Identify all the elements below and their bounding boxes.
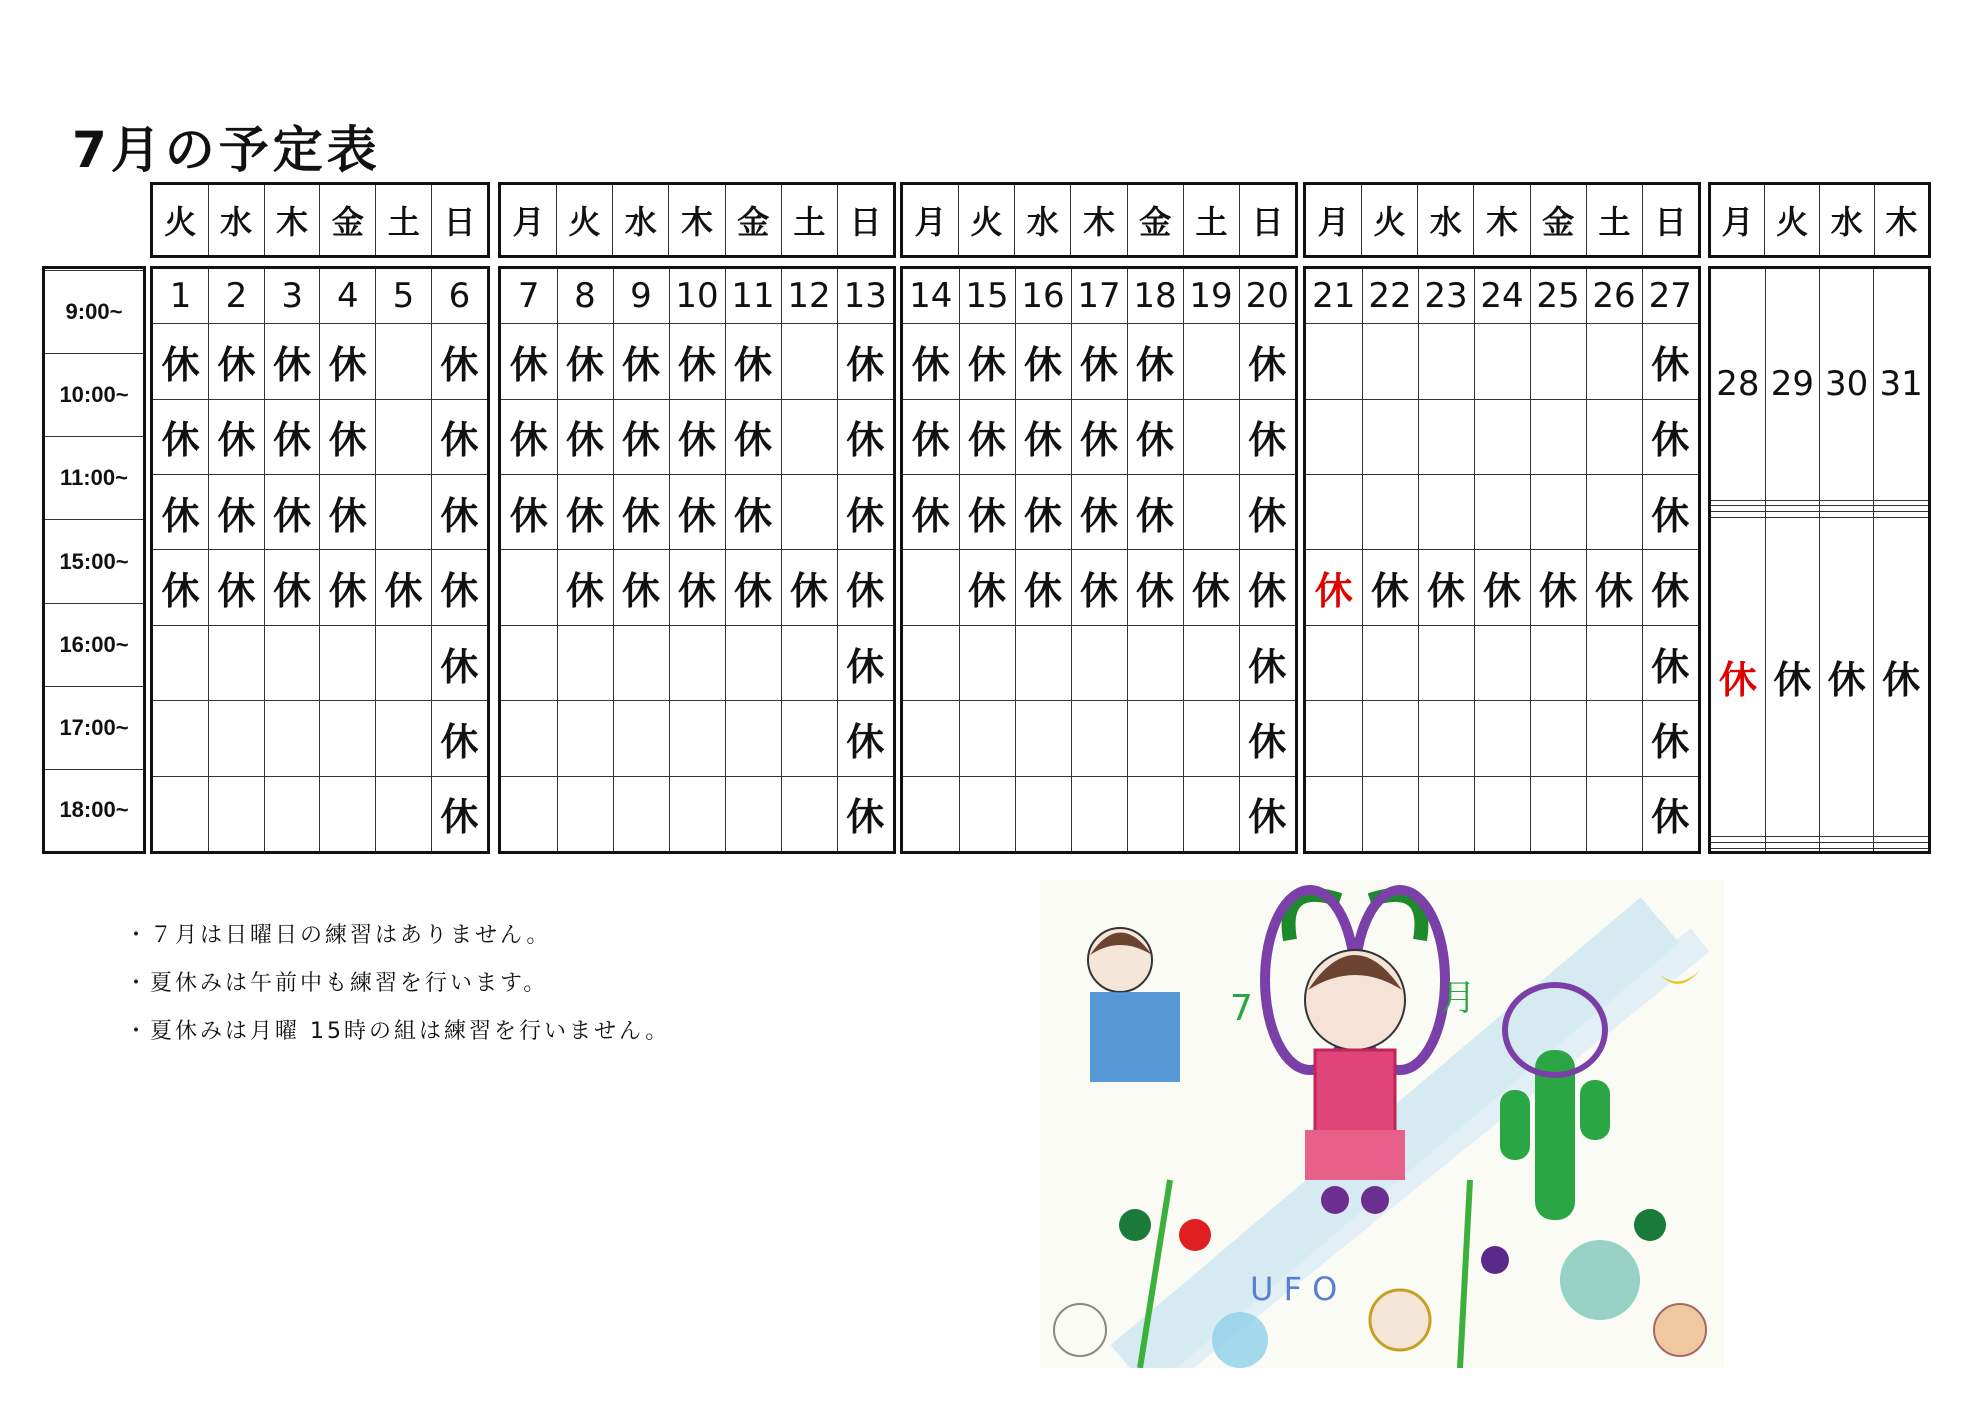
slot-cell: 休 xyxy=(903,324,959,399)
time-label: 11:00~ xyxy=(45,437,143,520)
slot-cell: 休 xyxy=(153,324,209,399)
slot-cell xyxy=(781,701,837,776)
slot-cell: 休 xyxy=(669,399,725,474)
slot-cell: 休 xyxy=(903,474,959,549)
date-cell: 12 xyxy=(781,269,837,324)
slot-cell: 休 xyxy=(959,324,1015,399)
weekday-label: 木 xyxy=(1874,185,1928,255)
slot-cell: 休 xyxy=(153,399,209,474)
weekday-label: 水 xyxy=(1015,185,1071,255)
slot-cell xyxy=(209,625,265,700)
date-cell: 24 xyxy=(1474,269,1530,324)
slot-cell: 休 xyxy=(959,474,1015,549)
weekday-header xyxy=(900,182,1298,258)
slot-cell: 休 xyxy=(959,550,1015,625)
slot-cell: 休 xyxy=(1642,474,1698,549)
slot-cell: 休 xyxy=(376,550,432,625)
weekday-label: 金 xyxy=(320,185,376,255)
slot-cell: 休 xyxy=(501,474,557,549)
slot-cell: 休 xyxy=(725,550,781,625)
slot-cell: 休 xyxy=(837,324,893,399)
slot-cell xyxy=(1306,324,1362,399)
slot-cell xyxy=(1474,625,1530,700)
slot-cell xyxy=(1530,776,1586,851)
weekday-label: 金 xyxy=(1127,185,1183,255)
slot-cell: 休 xyxy=(1015,550,1071,625)
slot-cell xyxy=(1474,324,1530,399)
note-monday-15: ・夏休みは月曜 15時の組は練習を行いません。 xyxy=(125,1019,671,1044)
slot-cell xyxy=(1474,399,1530,474)
weekday-label: 木 xyxy=(1071,185,1127,255)
slot-cell xyxy=(1418,776,1474,851)
slot-cell: 休 xyxy=(1127,399,1183,474)
slot-cell xyxy=(1362,625,1418,700)
slot-cell: 休 xyxy=(1530,550,1586,625)
slot-cell xyxy=(1306,776,1362,851)
time-label: 10:00~ xyxy=(45,354,143,437)
slot-cell xyxy=(264,776,320,851)
slot-cell xyxy=(501,701,557,776)
slot-cell xyxy=(1586,399,1642,474)
weekday-label: 土 xyxy=(1183,185,1239,255)
slot-cell: 休 xyxy=(613,474,669,549)
slot-cell: 休 xyxy=(209,399,265,474)
slot-cell xyxy=(1015,701,1071,776)
slot-cell: 休 xyxy=(431,474,487,549)
slot-cell xyxy=(376,701,432,776)
note-summer-morning: ・夏休みは午前中も練習を行います。 xyxy=(125,971,549,996)
weekday-label: 木 xyxy=(1474,185,1530,255)
slot-cell xyxy=(1183,324,1239,399)
slot-cell: 休 xyxy=(153,474,209,549)
slot-cell: 休 xyxy=(1239,399,1295,474)
slot-cell xyxy=(320,625,376,700)
slot-cell: 休 xyxy=(903,399,959,474)
slot-cell: 休 xyxy=(431,776,487,851)
slot-cell xyxy=(1015,625,1071,700)
date-cell: 16 xyxy=(1015,269,1071,324)
time-label: 15:00~ xyxy=(45,520,143,603)
weekday-label: 木 xyxy=(264,185,320,255)
slot-cell: 休 xyxy=(837,625,893,700)
time-label: 9:00~ xyxy=(45,271,143,354)
slot-cell xyxy=(781,776,837,851)
date-cell: 10 xyxy=(669,269,725,324)
slot-cell xyxy=(557,625,613,700)
slot-cell: 休 xyxy=(959,399,1015,474)
slot-cell xyxy=(320,701,376,776)
slot-cell xyxy=(781,324,837,399)
weekday-label: 火 xyxy=(958,185,1014,255)
slot-cell: 休 xyxy=(613,324,669,399)
date-cell: 14 xyxy=(903,269,959,324)
slot-cell: 休 xyxy=(320,474,376,549)
slot-cell: 休 xyxy=(1127,474,1183,549)
slot-cell xyxy=(781,399,837,474)
slot-cell: 休 xyxy=(264,550,320,625)
weekday-label: 金 xyxy=(725,185,781,255)
weekday-label: 月 xyxy=(512,203,545,241)
slot-cell: 休 xyxy=(557,474,613,549)
slot-cell xyxy=(1362,776,1418,851)
slot-cell: 休 xyxy=(1642,324,1698,399)
weekday-label: 木 xyxy=(669,185,725,255)
slot-cell: 休 xyxy=(1765,517,1819,837)
slot-cell: 休 xyxy=(501,324,557,399)
slot-cell: 休 xyxy=(1711,517,1765,837)
slot-cell: 休 xyxy=(1071,324,1127,399)
slot-cell xyxy=(669,776,725,851)
tanabata-illustration xyxy=(1040,880,1724,1368)
slot-cell: 休 xyxy=(725,474,781,549)
slot-cell xyxy=(1586,776,1642,851)
time-label: 17:00~ xyxy=(45,686,143,769)
slot-cell: 休 xyxy=(781,550,837,625)
slot-cell xyxy=(376,776,432,851)
slot-cell xyxy=(264,701,320,776)
slot-cell xyxy=(959,701,1015,776)
date-cell: 18 xyxy=(1127,269,1183,324)
slot-cell xyxy=(1071,701,1127,776)
slot-cell xyxy=(1474,474,1530,549)
slot-cell xyxy=(781,625,837,700)
slot-cell xyxy=(1362,399,1418,474)
date-cell: 19 xyxy=(1183,269,1239,324)
slot-cell: 休 xyxy=(1127,550,1183,625)
slot-cell xyxy=(1183,399,1239,474)
slot-cell xyxy=(613,701,669,776)
date-cell: 20 xyxy=(1239,269,1295,324)
slot-cell: 休 xyxy=(1183,550,1239,625)
week-grid xyxy=(900,266,1298,854)
slot-cell xyxy=(264,625,320,700)
slot-cell xyxy=(1820,848,1874,851)
slot-cell: 休 xyxy=(1015,474,1071,549)
svg-text:7: 7 xyxy=(1230,988,1253,1029)
weekday-label: 金 xyxy=(1530,185,1586,255)
weekday-label: 水 xyxy=(613,185,669,255)
slot-cell xyxy=(1306,474,1362,549)
time-column xyxy=(42,266,146,854)
slot-cell xyxy=(1183,701,1239,776)
slot-cell xyxy=(1530,701,1586,776)
slot-cell xyxy=(1586,324,1642,399)
date-cell: 28 xyxy=(1711,269,1765,500)
slot-cell xyxy=(153,625,209,700)
slot-cell xyxy=(376,324,432,399)
slot-cell: 休 xyxy=(320,324,376,399)
slot-cell xyxy=(613,625,669,700)
date-cell: 2 xyxy=(209,269,265,324)
slot-cell: 休 xyxy=(264,474,320,549)
slot-cell xyxy=(1418,399,1474,474)
slot-cell xyxy=(613,776,669,851)
slot-cell: 休 xyxy=(501,399,557,474)
slot-cell xyxy=(320,776,376,851)
weekday-header xyxy=(498,182,896,258)
slot-cell xyxy=(1071,625,1127,700)
slot-cell: 休 xyxy=(669,550,725,625)
slot-cell: 休 xyxy=(1642,550,1698,625)
weekday-label: 火 xyxy=(164,203,197,241)
slot-cell: 休 xyxy=(1015,324,1071,399)
slot-cell xyxy=(1474,776,1530,851)
slot-cell xyxy=(725,776,781,851)
week-grid xyxy=(1303,266,1701,854)
slot-cell xyxy=(1127,701,1183,776)
slot-cell xyxy=(1418,474,1474,549)
slot-cell: 休 xyxy=(1127,324,1183,399)
slot-cell xyxy=(1183,625,1239,700)
slot-cell xyxy=(501,625,557,700)
weekday-label: 水 xyxy=(1819,185,1874,255)
weekday-label: 土 xyxy=(376,185,432,255)
slot-cell xyxy=(1306,399,1362,474)
slot-cell: 休 xyxy=(431,701,487,776)
slot-cell: 休 xyxy=(837,550,893,625)
weekday-label: 火 xyxy=(556,185,612,255)
date-cell: 21 xyxy=(1306,269,1362,324)
slot-cell: 休 xyxy=(837,701,893,776)
slot-cell: 休 xyxy=(1071,399,1127,474)
weekday-label: 水 xyxy=(1418,185,1474,255)
date-cell: 13 xyxy=(837,269,893,324)
slot-cell: 休 xyxy=(1362,550,1418,625)
slot-cell xyxy=(209,776,265,851)
slot-cell xyxy=(1874,848,1928,851)
slot-cell xyxy=(1418,625,1474,700)
date-cell: 11 xyxy=(725,269,781,324)
slot-cell: 休 xyxy=(1239,474,1295,549)
slot-cell xyxy=(725,701,781,776)
weekday-header xyxy=(150,182,490,258)
time-label: 18:00~ xyxy=(45,769,143,851)
date-cell: 4 xyxy=(320,269,376,324)
note-sunday: ・７月は日曜日の練習はありません。 xyxy=(125,923,552,948)
date-cell: 17 xyxy=(1071,269,1127,324)
slot-cell: 休 xyxy=(1015,399,1071,474)
slot-cell: 休 xyxy=(1820,517,1874,837)
date-cell: 25 xyxy=(1530,269,1586,324)
weekday-label: 月 xyxy=(1317,203,1350,241)
slot-cell: 休 xyxy=(209,474,265,549)
slot-cell: 休 xyxy=(264,399,320,474)
weekday-label: 日 xyxy=(838,185,893,255)
slot-cell xyxy=(1530,474,1586,549)
slot-cell xyxy=(1306,625,1362,700)
slot-cell xyxy=(1530,399,1586,474)
slot-cell xyxy=(1071,776,1127,851)
slot-cell: 休 xyxy=(613,399,669,474)
date-cell: 30 xyxy=(1820,269,1874,500)
weekday-label: 土 xyxy=(781,185,837,255)
date-cell: 8 xyxy=(557,269,613,324)
slot-cell xyxy=(1015,776,1071,851)
slot-cell xyxy=(959,625,1015,700)
svg-text:月: 月 xyxy=(1440,978,1477,1019)
notes xyxy=(125,912,670,1056)
weekday-label: 日 xyxy=(1643,185,1698,255)
slot-cell xyxy=(1306,701,1362,776)
weekday-label: 日 xyxy=(432,185,487,255)
date-cell: 6 xyxy=(431,269,487,324)
slot-cell: 休 xyxy=(837,776,893,851)
slot-cell xyxy=(1127,625,1183,700)
weekday-label: 月 xyxy=(1721,203,1754,241)
date-cell: 7 xyxy=(501,269,557,324)
slot-cell xyxy=(903,701,959,776)
date-cell: 22 xyxy=(1362,269,1418,324)
slot-cell xyxy=(1765,848,1819,851)
weekday-header xyxy=(1303,182,1701,258)
slot-cell xyxy=(501,776,557,851)
slot-cell xyxy=(209,701,265,776)
weekday-label: 水 xyxy=(208,185,264,255)
slot-cell: 休 xyxy=(725,399,781,474)
slot-cell xyxy=(1362,474,1418,549)
week-grid xyxy=(498,266,896,854)
slot-cell: 休 xyxy=(1642,701,1698,776)
slot-cell xyxy=(1183,474,1239,549)
slot-cell xyxy=(1586,474,1642,549)
slot-cell: 休 xyxy=(837,399,893,474)
slot-cell xyxy=(1362,701,1418,776)
slot-cell: 休 xyxy=(725,324,781,399)
slot-cell xyxy=(1418,324,1474,399)
slot-cell: 休 xyxy=(1239,701,1295,776)
slot-cell: 休 xyxy=(1874,517,1928,837)
svg-text:U F O: U F O xyxy=(1250,1270,1338,1308)
slot-cell: 休 xyxy=(669,474,725,549)
slot-cell: 休 xyxy=(557,399,613,474)
week-grid xyxy=(1708,266,1931,854)
date-cell: 9 xyxy=(613,269,669,324)
slot-cell: 休 xyxy=(1239,550,1295,625)
weekday-header xyxy=(1708,182,1931,258)
week-grid xyxy=(150,266,490,854)
date-cell: 27 xyxy=(1642,269,1698,324)
slot-cell xyxy=(1586,701,1642,776)
slot-cell: 休 xyxy=(557,550,613,625)
slot-cell: 休 xyxy=(557,324,613,399)
slot-cell: 休 xyxy=(1642,625,1698,700)
slot-cell xyxy=(903,550,959,625)
slot-cell xyxy=(557,776,613,851)
slot-cell xyxy=(1183,776,1239,851)
slot-cell: 休 xyxy=(153,550,209,625)
slot-cell xyxy=(376,625,432,700)
slot-cell xyxy=(1711,848,1765,851)
slot-cell: 休 xyxy=(1239,776,1295,851)
slot-cell: 休 xyxy=(431,625,487,700)
slot-cell: 休 xyxy=(1642,399,1698,474)
slot-cell xyxy=(376,474,432,549)
slot-cell: 休 xyxy=(1239,324,1295,399)
slot-cell: 休 xyxy=(431,324,487,399)
date-cell: 5 xyxy=(376,269,432,324)
slot-cell: 休 xyxy=(1586,550,1642,625)
slot-cell: 休 xyxy=(1642,776,1698,851)
weekday-label: 月 xyxy=(914,203,947,241)
slot-cell xyxy=(1418,701,1474,776)
date-cell: 26 xyxy=(1586,269,1642,324)
slot-cell: 休 xyxy=(209,324,265,399)
slot-cell: 休 xyxy=(209,550,265,625)
slot-cell: 休 xyxy=(1071,474,1127,549)
date-cell: 23 xyxy=(1418,269,1474,324)
date-cell: 1 xyxy=(153,269,209,324)
slot-cell: 休 xyxy=(1071,550,1127,625)
slot-cell: 休 xyxy=(1474,550,1530,625)
slot-cell: 休 xyxy=(1306,550,1362,625)
weekday-label: 火 xyxy=(1765,185,1820,255)
slot-cell xyxy=(669,701,725,776)
slot-cell xyxy=(501,550,557,625)
slot-cell: 休 xyxy=(264,324,320,399)
slot-cell xyxy=(1362,324,1418,399)
weekday-label: 日 xyxy=(1240,185,1295,255)
slot-cell xyxy=(1530,625,1586,700)
slot-cell xyxy=(725,625,781,700)
slot-cell xyxy=(153,701,209,776)
slot-cell: 休 xyxy=(320,399,376,474)
page-title: 7月の予定表 xyxy=(72,121,381,179)
slot-cell: 休 xyxy=(1418,550,1474,625)
slot-cell: 休 xyxy=(613,550,669,625)
slot-cell xyxy=(1586,625,1642,700)
slot-cell xyxy=(959,776,1015,851)
slot-cell xyxy=(1530,324,1586,399)
slot-cell: 休 xyxy=(1239,625,1295,700)
slot-cell: 休 xyxy=(431,550,487,625)
slot-cell: 休 xyxy=(669,324,725,399)
slot-cell: 休 xyxy=(320,550,376,625)
slot-cell xyxy=(376,399,432,474)
slot-cell xyxy=(781,474,837,549)
slot-cell xyxy=(903,776,959,851)
slot-cell xyxy=(153,776,209,851)
slot-cell: 休 xyxy=(837,474,893,549)
date-cell: 3 xyxy=(264,269,320,324)
slot-cell: 休 xyxy=(431,399,487,474)
weekday-label: 土 xyxy=(1586,185,1642,255)
slot-cell xyxy=(557,701,613,776)
weekday-label: 火 xyxy=(1361,185,1417,255)
date-cell: 15 xyxy=(959,269,1015,324)
slot-cell xyxy=(669,625,725,700)
slot-cell xyxy=(1127,776,1183,851)
date-cell: 29 xyxy=(1765,269,1819,500)
time-label: 16:00~ xyxy=(45,603,143,686)
date-cell: 31 xyxy=(1874,269,1928,500)
slot-cell xyxy=(1474,701,1530,776)
slot-cell xyxy=(903,625,959,700)
